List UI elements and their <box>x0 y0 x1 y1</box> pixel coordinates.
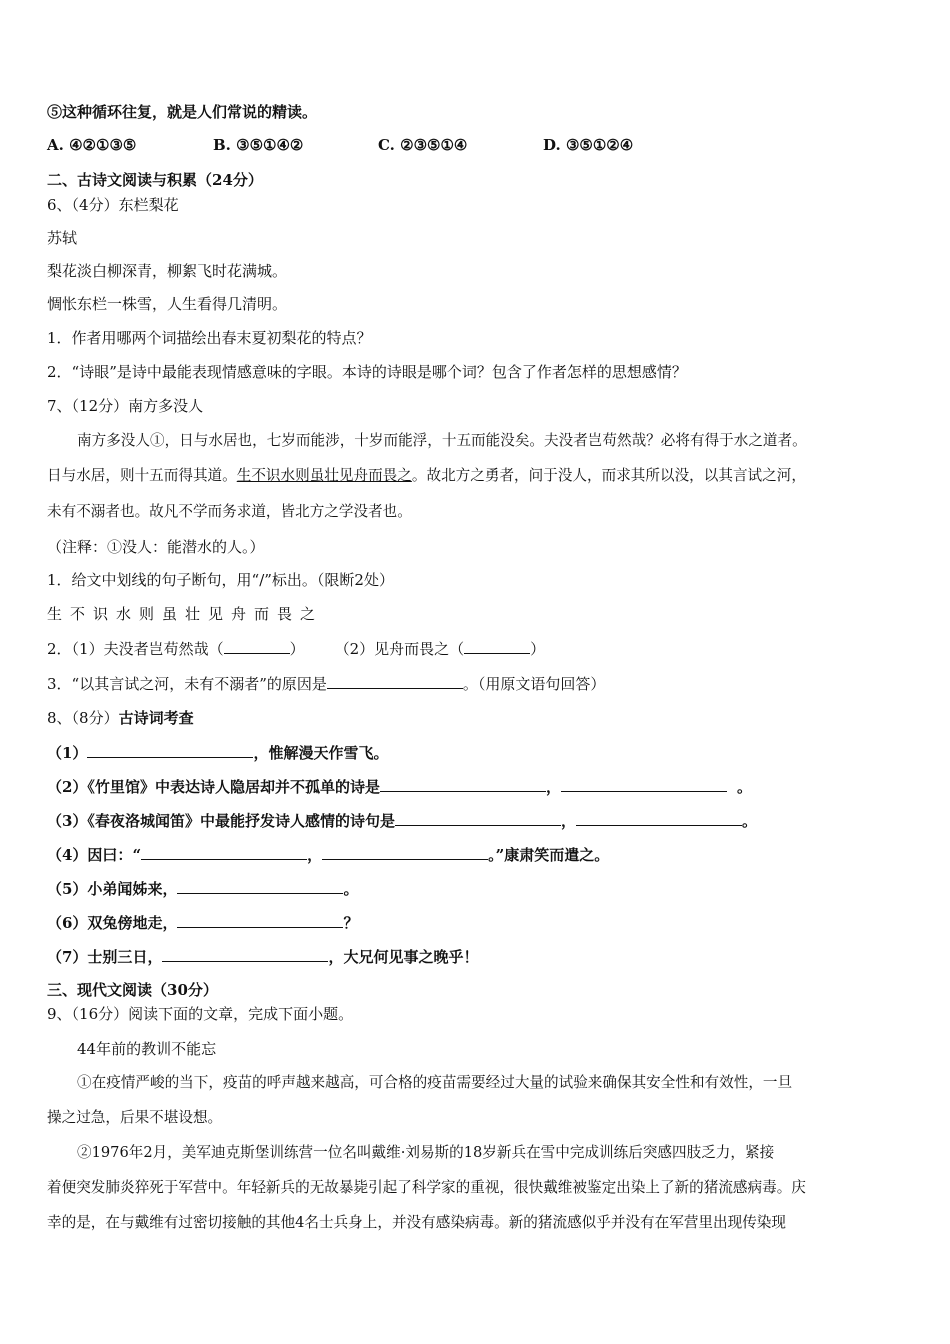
q7-passage-line-1: 南方多没人①，日与水居也，七岁而能涉，十岁而能浮，十五而能没矣。夫没者岂苟然哉？必将有得于水之道者。 <box>77 432 807 449</box>
q8-blank-3[interactable] <box>561 776 727 792</box>
option-a: A. ④②①③⑤ <box>47 136 137 154</box>
article-p2-line-1: ②1976年2月，美军迪克斯堡训练营一位名叫戴维·刘易斯的18岁新兵在雪中完成训练后突感四肢乏力，紧接 <box>77 1144 775 1161</box>
q8-line-7: （7）士别三日， ，大兄何见事之晚乎！ <box>47 948 479 966</box>
q7-sentence: 生不识水则虽壮见舟而畏之 <box>47 605 324 623</box>
item-5-text: ⑤这种循环往复，就是人们常说的精读。 <box>47 103 318 121</box>
article-p1-line-1: ①在疫情严峻的当下，疫苗的呼声越来越高，可合格的疫苗需要经过大量的试验来确保其安全性和有效性，一旦 <box>77 1074 793 1091</box>
article-p2-line-2: 着便突发肺炎猝死于军营中。年轻新兵的无故暴毙引起了科学家的重视，很快戴维被鉴定出染上了新的猪流感病毒。庆 <box>47 1179 806 1196</box>
q6-author: 苏轼 <box>47 229 78 247</box>
q7-blank-3[interactable] <box>327 673 463 689</box>
q8-title: 8、（8分）古诗词考查 <box>47 709 194 727</box>
q8-blank-4[interactable] <box>395 810 561 826</box>
q6-poem-line-2: 惆怅东栏一株雪，人生看得几清明。 <box>47 295 288 313</box>
q6-sub-1: 1．作者用哪两个词描绘出春末夏初梨花的特点？ <box>47 329 372 347</box>
q8-blank-1[interactable] <box>87 742 253 758</box>
q8-line-1: （1） ，惟解漫天作雪飞。 <box>47 744 389 762</box>
q7-sub-2: 2．（1）夫没者岂苟然哉（ ） （2）见舟而畏之（ ） <box>47 640 546 658</box>
q9-title: 9、（16分）阅读下面的文章，完成下面小题。 <box>47 1005 354 1023</box>
q8-blank-10[interactable] <box>162 946 328 962</box>
q8-blank-8[interactable] <box>177 878 343 894</box>
q7-sub-1: 1．给文中划线的句子断句，用“/”标出。（限断2处） <box>47 571 394 589</box>
q6-sub-2: 2．“诗眼”是诗中最能表现情感意味的字眼。本诗的诗眼是哪个词？包含了作者怎样的思想感情？ <box>47 363 687 381</box>
q7-title: 7、（12分）南方多没人 <box>47 397 204 415</box>
q8-blank-9[interactable] <box>177 912 343 928</box>
q7-sub-3: 3．“以其言试之河，未有不溺者”的原因是 。（用原文语句回答） <box>47 675 606 693</box>
q8-line-6: （6）双兔傍地走， ？ <box>47 914 359 932</box>
article-p1-line-2: 操之过急，后果不堪设想。 <box>47 1109 223 1126</box>
option-d: D. ③⑤①②④ <box>543 136 634 154</box>
q7-underlined-sentence: 生不识水则虽壮见舟而畏之 <box>236 467 412 484</box>
q6-title: 6、（4分）东栏梨花 <box>47 196 179 214</box>
q8-blank-7[interactable] <box>322 844 488 860</box>
article-p2-line-3: 幸的是，在与戴维有过密切接触的其他4名士兵身上，并没有感染病毒。新的猪流感似乎并没有在军营里出现传染现 <box>47 1214 786 1231</box>
q7-note: （注释：①没人：能潜水的人。） <box>47 538 265 556</box>
q8-line-5: （5）小弟闻姊来， 。 <box>47 880 359 898</box>
q8-line-3: （3）《春夜洛城闻笛》中最能抒发诗人感情的诗句是 ， 。 <box>47 812 757 830</box>
section-3-heading: 三、现代文阅读（30分） <box>47 981 218 999</box>
q8-blank-6[interactable] <box>141 844 307 860</box>
article-title: 44年前的教训不能忘 <box>77 1040 217 1058</box>
section-2-heading: 二、古诗文阅读与积累（24分） <box>47 171 263 189</box>
q7-passage-line-2: 日与水居，则十五而得其道。生不识水则虽壮见舟而畏之。故北方之勇者，问于没人，而求其所以没，以其言试之河， <box>47 467 806 484</box>
q8-line-4: （4）因曰：“ ， 。”康肃笑而遣之。 <box>47 846 610 864</box>
q6-poem-line-1: 梨花淡白柳深青，柳絮飞时花满城。 <box>47 262 288 280</box>
option-b: B. ③⑤①④② <box>213 136 304 154</box>
option-c: C. ②③⑤①④ <box>378 136 468 154</box>
q8-blank-2[interactable] <box>380 776 546 792</box>
q8-blank-5[interactable] <box>576 810 742 826</box>
q7-blank-2[interactable] <box>464 638 530 654</box>
q8-line-2: （2）《竹里馆》中表达诗人隐居却并不孤单的诗是 ， 。 <box>47 778 752 796</box>
q7-passage-line-3: 未有不溺者也。故凡不学而务求道，皆北方之学没者也。 <box>47 503 412 520</box>
q7-blank-1[interactable] <box>224 638 290 654</box>
